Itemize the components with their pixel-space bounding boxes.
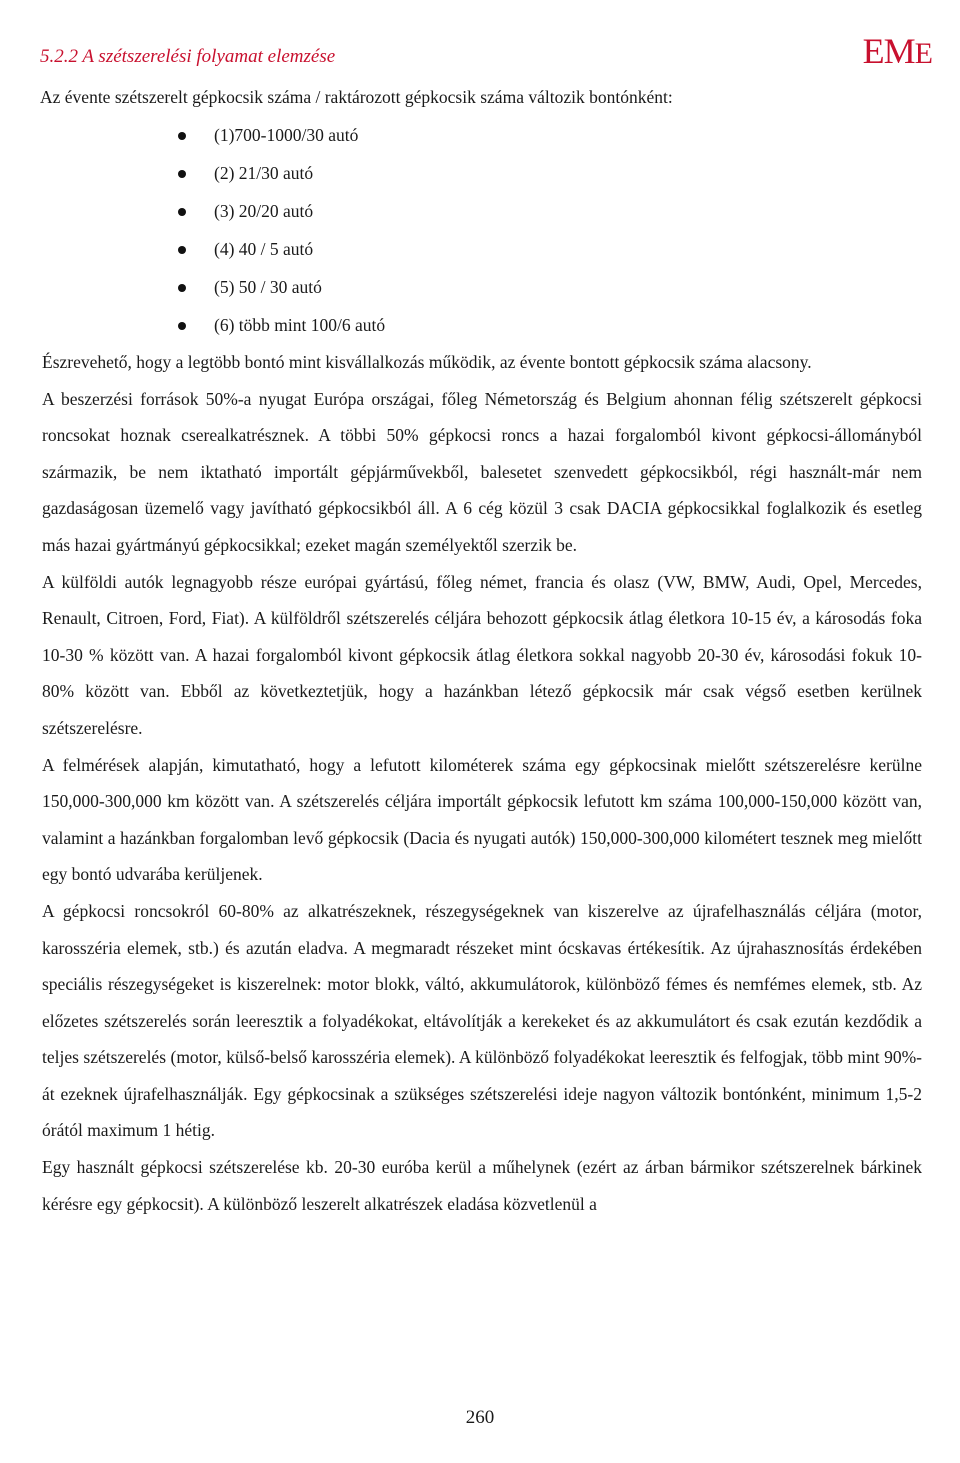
eme-logo: EME	[862, 31, 932, 71]
bullet-icon	[178, 170, 186, 178]
bullet-icon	[178, 246, 186, 254]
intro-text: Az évente szétszerelt gépkocsik száma / raktározott gépkocsik száma változik bontónként:	[40, 87, 673, 107]
paragraph: Egy használt gépkocsi szétszerelése kb. 20-30 euróba kerül a műhelynek (ezért az árban bármikor szétszerelnek bárkinek kérésre egy gépkocsit). A különböző leszerelt alkatrészek eladása közvetlenül a	[42, 1157, 922, 1214]
bullet-list	[178, 120, 385, 348]
page-number: 260	[465, 1407, 495, 1428]
paragraph: A felmérések alapján, kimutatható, hogy a lefutott kilométerek száma egy gépkocsinak mielőtt szétszerelésre kerülne 150,000-300,000 km között van. A szétszerelés céljára importált gépkocsik lefutott km száma 100,000-150,000 között van, valamint a hazánkban forgalomban levő gépkocsik (Dacia és nyugati autók) 150,000-300,000 kilométert tesznek meg mielőtt egy bontó udvarába kerüljenek.	[42, 754, 922, 885]
list-item: (5) 50 / 30 autó	[178, 272, 385, 310]
bullet-icon	[178, 208, 186, 216]
paragraph: Észrevehető, hogy a legtöbb bontó mint kisvállalkozás működik, az évente bontott gépkocsik száma alacsony.	[42, 352, 812, 372]
list-item: (1)700-1000/30 autó	[178, 120, 385, 158]
list-item: (4) 40 / 5 autó	[178, 234, 385, 272]
paragraph: A külföldi autók legnagyobb része európai gyártású, főleg német, francia és olasz (VW, BMW, Audi, Opel, Mercedes, Renault, Citroen, Ford, Fiat). A külföldről szétszerelés céljára behozott gépkocsik átlag életkora 10-15 év, a károsodás foka 10-30 % között van. A hazai forgalomból kivont gépkocsik átlag életkora sokkal nagyobb 20-30 év, károsodási fokuk 10-80% között van. Ebből az következtetjük, hogy a hazánkban létező gépkocsik már csak végső esetben kerülnek szétszerelésre.	[42, 571, 922, 738]
list-item: (2) 21/30 autó	[178, 158, 385, 196]
bullet-icon	[178, 284, 186, 292]
paragraph: A beszerzési források 50%-a nyugat Európa országai, főleg Németország és Belgium ahonnan félig szétszerelt gépkocsi roncsokat hoznak cserealkatrésznek. A többi 50% gépkocsi roncs a hazai forgalomból kivont gépkocsi-állományból származik, be nem iktatható importált gépjárművekből, balesetet szenvedett gépkocsikból, régi használt-már nem gazdaságosan üzemelő vagy javítható gépkocsikból áll. A 6 cég közül 3 csak DACIA gépkocsikkal foglalkozik és esetleg más hazai gyártmányú gépkocsikkal; ezeket magán személyektől szerzik be.	[42, 388, 922, 555]
list-item: (6) több mint 100/6 autó	[178, 310, 385, 348]
body-text	[42, 344, 922, 1222]
paragraph: A gépkocsi roncsokról 60-80% az alkatrészeknek, részegységeknek van kiszerelve az újrafelhasználás céljára (motor, karosszéria elemek, stb.) és azután eladva. A megmaradt részeket mint ócskavas értékesítik. Az újrahasznosítás érdekében speciális részegységeket is kiszerelnek: motor blokk, váltó, akkumulátorok, különböző fémes és nemfémes elemek, stb. Az előzetes szétszerelés során leeresztik a folyadékokat, eltávolítják a kerekeket és az akkumulátort és csak ezután kezdődik a teljes szétszerelés (motor, külső-belső karosszéria elemek). A különböző folyadékokat leeresztik és felfogjak, több mint 90%-át ezeknek újrafelhasználják. Egy gépkocsinak a szükséges szétszerelési ideje nagyon változik bontónként, minimum 1,5-2 órától maximum 1 hétig.	[42, 900, 922, 1141]
bullet-icon	[178, 132, 186, 140]
section-heading: 5.2.2 A szétszerelési folyamat elemzése	[40, 46, 336, 67]
list-item: (3) 20/20 autó	[178, 196, 385, 234]
bullet-icon	[178, 322, 186, 330]
